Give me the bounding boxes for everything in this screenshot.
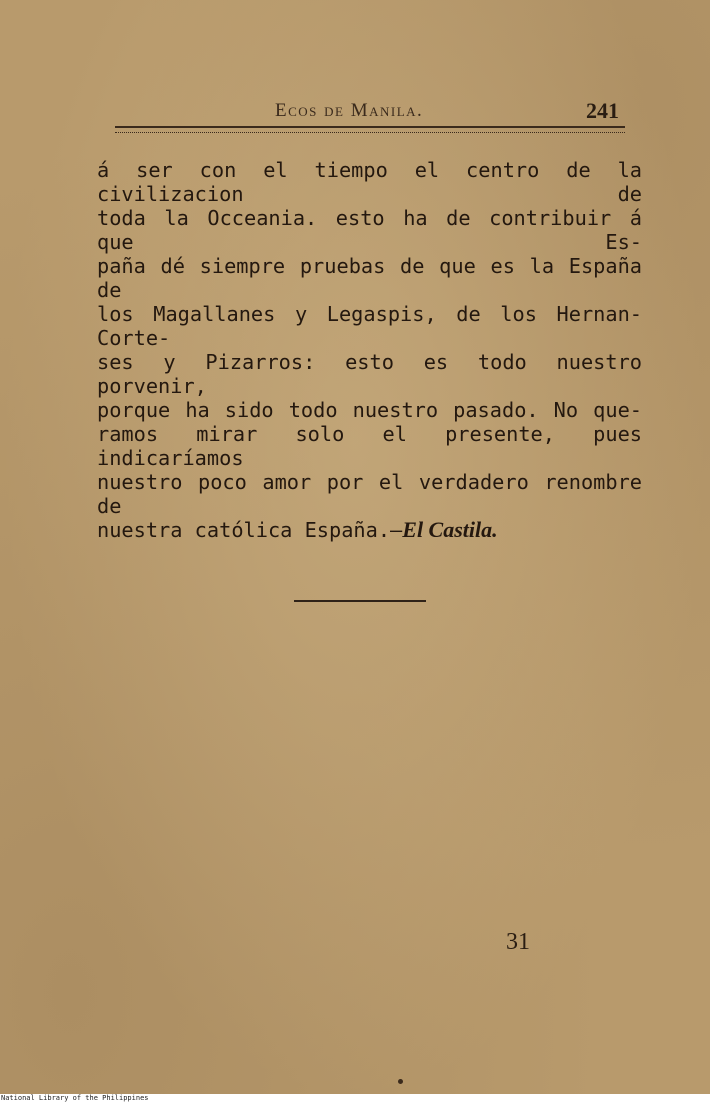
text-line: ses y Pizarros: esto es todo nuestro porvenir,	[97, 350, 642, 398]
text-line: porque ha sido todo nuestro pasado. No que-	[97, 398, 642, 422]
running-title: Ecos de Manila.	[275, 100, 424, 121]
text-line: los Magallanes y Legaspis, de los Hernan-Corte-	[97, 302, 642, 350]
text-line: nuestro poco amor por el verdadero renombre de	[97, 470, 642, 518]
text-line: á ser con el tiempo el centro de la civilizacion de	[97, 158, 642, 206]
body-paragraph	[97, 158, 642, 542]
article-source: El Castila.	[402, 517, 498, 542]
footer-credit: National Library of the Philippines	[0, 1094, 710, 1103]
header-rule	[115, 126, 625, 133]
text-line: ramos mirar solo el presente, pues indicaríamos	[97, 422, 642, 470]
page-number: 241	[586, 98, 619, 123]
page-header	[115, 100, 625, 130]
section-divider	[294, 600, 426, 602]
ink-dot	[398, 1079, 403, 1084]
last-line-text: nuestra católica España.—	[97, 518, 403, 542]
text-line: toda la Occeania. esto ha de contribuir á que Es-	[97, 206, 642, 254]
text-line: paña dé siempre pruebas de que es la España de	[97, 254, 642, 302]
text-line-last	[97, 518, 642, 542]
signature-mark: 31	[506, 929, 530, 955]
